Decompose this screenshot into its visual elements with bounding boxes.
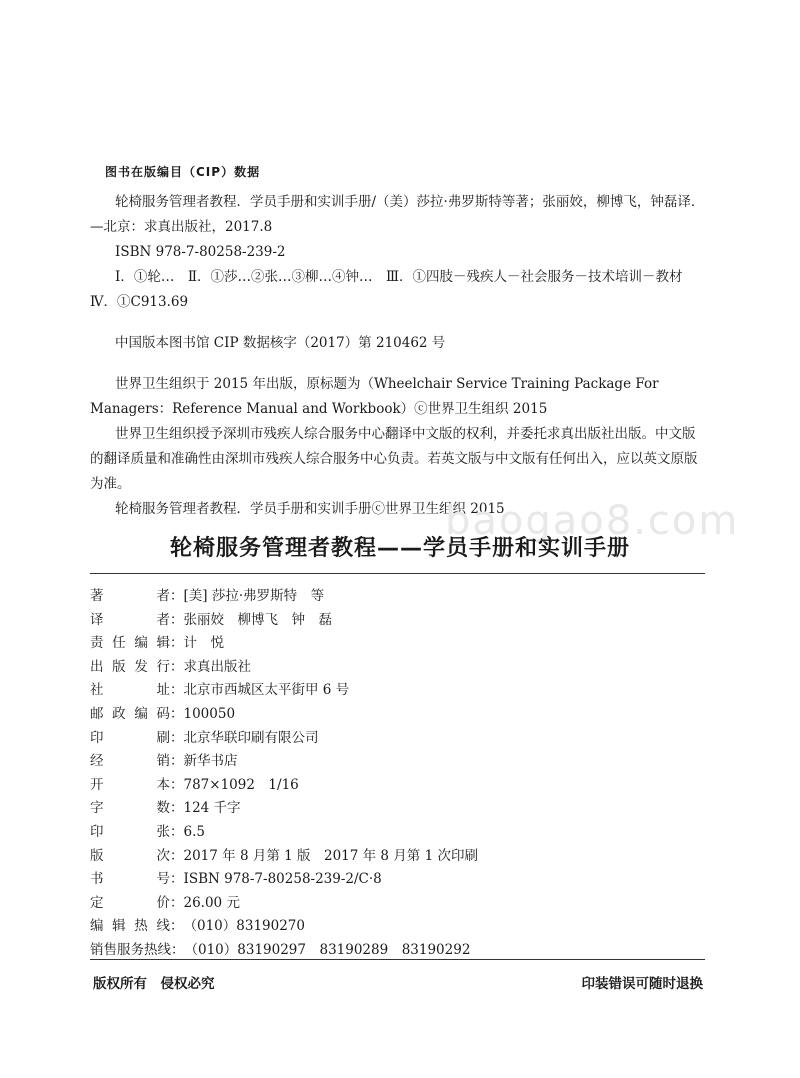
cip-heading: 图书在版编目（CIP）数据 xyxy=(105,165,261,179)
info-row-sales-hotline: 销售服务热线：（010）83190297 83190289 83190292 xyxy=(90,941,471,958)
publication-info xyxy=(90,585,478,963)
info-row-translator: 译 者：张丽姣 柳博飞 钟 磊 xyxy=(90,611,332,628)
cip-line-classification: Ⅰ．①轮… Ⅱ．①莎…②张…③柳…④钟… Ⅲ．①四肢－残疾人－社会服务－技术培训－教材 Ⅳ．①C913.69 xyxy=(90,269,697,310)
cip-note-copyright: 轮椅服务管理者教程．学员手册和实训手册ⓒ世界卫生组织 2015 xyxy=(115,501,505,517)
info-row-distributor: 经 销：新华书店 xyxy=(90,753,238,770)
copyright-notice: 版权所有 侵权必究 xyxy=(93,976,215,992)
info-row-address: 社 址：北京市西城区太平街甲 6 号 xyxy=(90,682,350,699)
info-row-author: 著 者：[美] 莎拉·弗罗斯特 等 xyxy=(90,588,325,604)
info-row-editor-hotline: 编辑热线：（010）83190270 xyxy=(90,918,305,935)
cip-note-translation-rights: 世界卫生组织授予深圳市残疾人综合服务中心翻译中文版的权利，并委托求真出版社出版。中文版的翻译质量和准确性由深圳市残疾人综合服务中心负责。若英文版与中文版有任何出入，应以英文原版为准。 xyxy=(90,426,698,492)
info-row-sheets: 印 张：6.5 xyxy=(90,823,205,840)
info-row-editor: 责任编辑：计 悦 xyxy=(90,635,224,652)
book-title: 轮椅服务管理者教程——学员手册和实训手册 xyxy=(169,536,630,561)
cip-line-record-number: 中国版本图书馆 CIP 数据核字（2017）第 210462 号 xyxy=(115,335,446,351)
cip-line-isbn: ISBN 978-7-80258-239-2 xyxy=(115,244,286,260)
info-row-publisher: 出版发行：求真出版社 xyxy=(90,658,251,675)
info-row-postcode: 邮政编码：100050 xyxy=(90,705,236,722)
info-row-format: 开 本：787×1092 1/16 xyxy=(90,776,299,793)
info-row-price: 定 价：26.00 元 xyxy=(90,894,240,911)
watermark: baogao8.com xyxy=(445,498,740,544)
info-row-isbn: 书 号：ISBN 978-7-80258-239-2/C·8 xyxy=(90,871,382,888)
misprint-notice: 印装错误可随时退换 xyxy=(581,976,703,992)
cip-note-original: 世界卫生组织于 2015 年出版，原标题为（Wheelchair Service Training Package For Managers：Reference Manual and Workbook）ⓒ世界卫生组织 2015 xyxy=(90,376,659,417)
info-row-printer: 印 刷：北京华联印刷有限公司 xyxy=(90,729,319,746)
divider-bottom xyxy=(90,959,705,960)
cip-data-block xyxy=(90,190,705,522)
info-row-word-count: 字 数：124 千字 xyxy=(90,800,241,817)
cip-line-title: 轮椅服务管理者教程．学员手册和实训手册/（美）莎拉·弗罗斯特等著；张丽姣，柳博飞，钟磊译．—北京：求真出版社，2017.8 xyxy=(90,194,705,235)
divider-top xyxy=(90,573,705,574)
info-row-edition: 版 次：2017 年 8 月第 1 版 2017 年 8 月第 1 次印刷 xyxy=(90,847,478,864)
